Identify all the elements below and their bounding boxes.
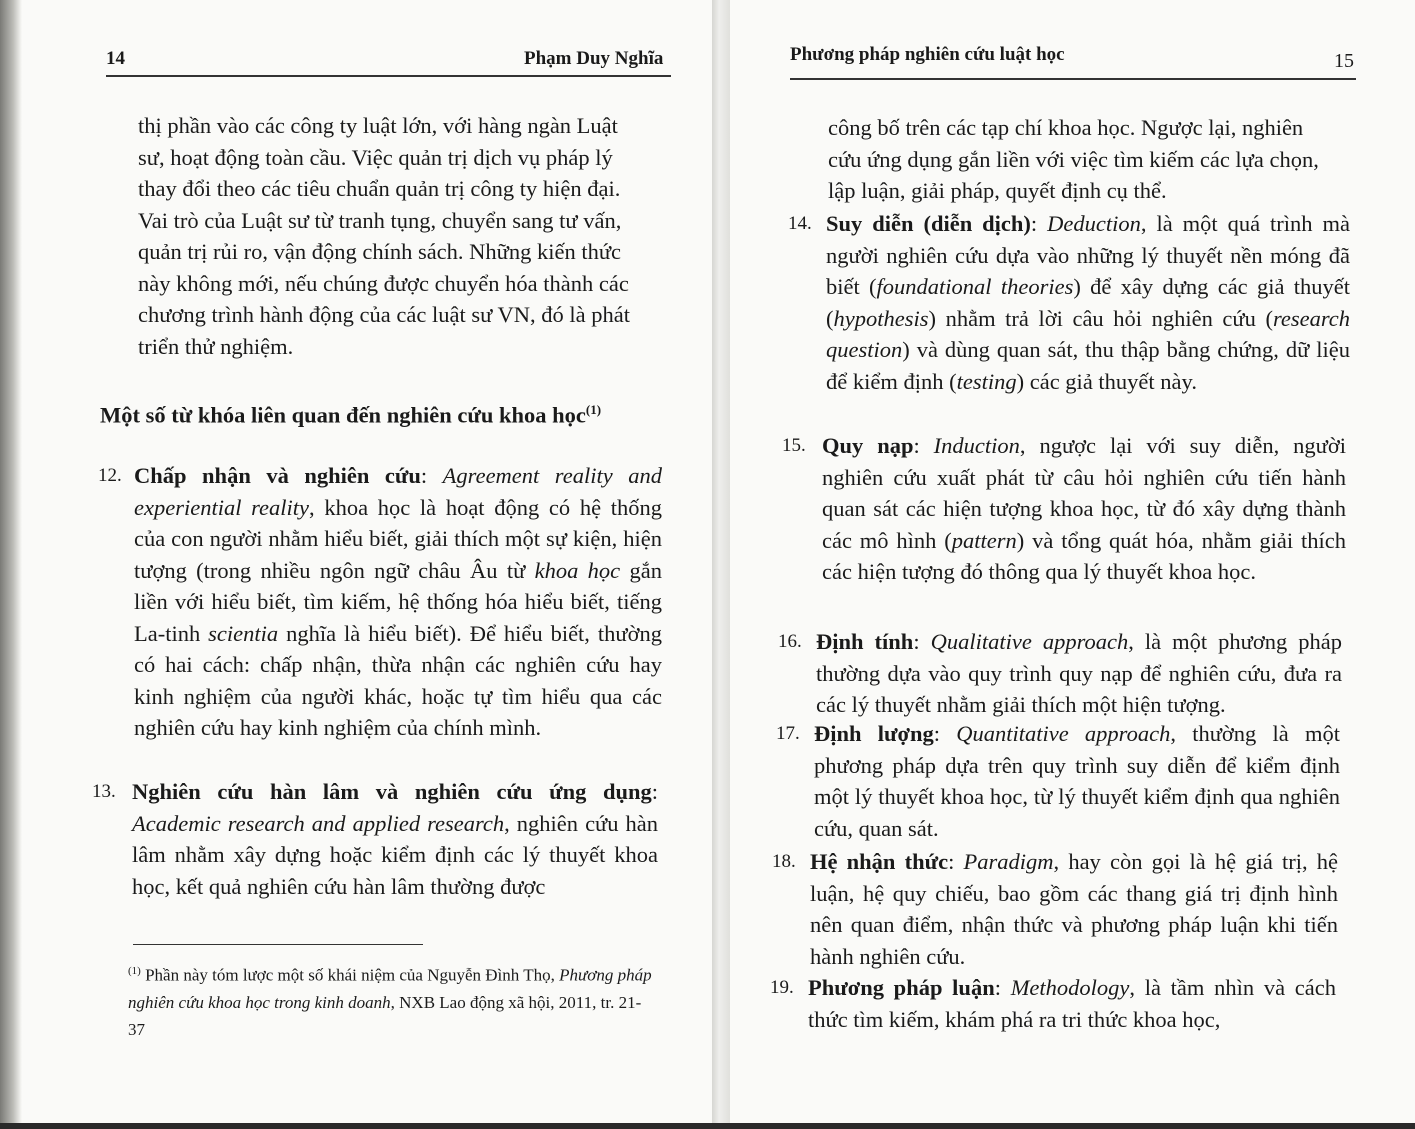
item-body: , hay còn gọi là hệ giá trị, hệ luận, hệ quy chiếu, bao gồm các thang giá trị định hình nên quan điểm, nhận thức và phương pháp luận khi tiến hành nghiên cứu.	[810, 849, 1338, 969]
item-number: 12.	[98, 465, 122, 486]
item-english: Agreement reality and experiential reality	[134, 463, 662, 520]
item-italic: foundational theories	[876, 274, 1074, 299]
text-line: cứu ứng dụng gắn liền với việc tìm kiếm các lựa chọn,	[828, 146, 1319, 172]
glossary-item-14	[788, 208, 1350, 397]
item-number: 13.	[92, 781, 116, 802]
item-italic: research question	[826, 305, 1350, 362]
glossary-item-15	[782, 430, 1347, 588]
item-body: , nghiên cứu hàn lâm nhằm xây dựng hoặc kiểm định các lý thuyết khoa học, kết quả nghiên cứu hàn lâm thường được	[132, 810, 659, 899]
item-term: Quy nạp	[822, 433, 914, 458]
item-term: Hệ nhận thức	[810, 849, 949, 874]
book-gutter	[712, 0, 730, 1129]
scan-bottom-edge	[0, 1123, 1415, 1129]
item-body: , thường là một phương pháp dựa trên quy trình suy diễn để kiểm định một lý thuyết khoa học, từ lý thuyết kiểm định qua nghiên cứu, quan sát.	[814, 721, 1340, 841]
text-line: lập luận, giải pháp, quyết định cụ thể.	[828, 178, 1167, 203]
item-body: gắn liền với hiểu biết, tìm kiếm, hệ thống hóa hiểu biết, tiếng La-tinh	[134, 557, 662, 646]
glossary-item-16	[778, 626, 1342, 721]
intro-paragraph-right	[828, 112, 1356, 207]
footnote-ref: (1)	[585, 402, 602, 417]
text-line: thay đổi theo các tiêu chuẩn quản trị công ty hiện đại.	[138, 176, 621, 201]
term-separator: :	[994, 975, 1011, 1000]
item-english: Quantitative approach	[956, 721, 1171, 746]
text-line: chương trình hành động của các luật sư VN, đó là phát	[138, 302, 631, 327]
footnote-title: Phương pháp nghiên cứu khoa học trong kinh doanh	[128, 965, 652, 1012]
text-line: công bố trên các tạp chí khoa học. Ngược lại, nghiên	[828, 115, 1304, 140]
item-italic: scientia	[208, 620, 279, 646]
page-number-left: 14	[106, 48, 125, 69]
item-english: Methodology	[1010, 975, 1130, 1000]
item-body: ) nhằm trả lời câu hỏi nghiên cứu (	[928, 305, 1273, 331]
term-separator: :	[933, 721, 957, 746]
text-line: triển thử nghiệm.	[138, 333, 294, 359]
item-english: Paradigm	[963, 849, 1054, 874]
item-term: Suy diễn (diễn dịch)	[826, 211, 1031, 236]
item-italic: khoa học	[534, 557, 621, 583]
term-separator: :	[913, 433, 934, 458]
item-term: Chấp nhận và nghiên cứu	[134, 463, 421, 488]
item-number: 14.	[788, 213, 812, 234]
item-term: Nghiên cứu hàn lâm và nghiên cứu ứng dụng	[132, 779, 652, 804]
text-line: Vai trò của Luật sư từ tranh tụng, chuyển sang tư vấn,	[138, 207, 622, 233]
binding-edge	[0, 0, 22, 1129]
item-body: ) và dùng quan sát, thu thập bằng chứng, dữ liệu để kiểm định (	[826, 337, 1350, 394]
item-term: Định tính	[816, 629, 914, 654]
item-number: 15.	[782, 435, 806, 456]
section-heading	[100, 395, 680, 431]
item-english: Deduction	[1047, 211, 1141, 236]
item-body: , là tầm nhìn và cách thức tìm kiếm, khám phá ra tri thức khoa học,	[808, 975, 1336, 1032]
item-body: ) và tổng quát hóa, nhằm giải thích các hiện tượng đó thông qua lý thuyết khoa học.	[822, 527, 1347, 584]
term-separator: :	[913, 629, 931, 654]
right-page	[730, 0, 1415, 1129]
item-number: 18.	[772, 851, 796, 872]
term-separator: :	[948, 849, 964, 874]
item-body: , ngược lại với suy diễn, người nghiên cứu xuất phát từ câu hỏi nghiên cứu tiến hành quan sát các hiện tượng khoa học, từ đó xây dựng thành các mô hình (	[822, 433, 1346, 553]
text-line: sư, hoạt động toàn cầu. Việc quản trị dịch vụ pháp lý	[138, 144, 613, 170]
item-number: 19.	[770, 977, 794, 998]
item-italic: testing	[956, 368, 1017, 394]
term-separator: :	[651, 779, 658, 804]
item-number: 17.	[776, 723, 800, 744]
header-rule-left	[106, 75, 671, 77]
item-english: Qualitative approach	[930, 629, 1129, 654]
glossary-item-19	[770, 972, 1336, 1035]
running-header-left: Phạm Duy Nghĩa	[524, 48, 664, 69]
glossary-item-18	[772, 846, 1338, 972]
page-number-right: 15	[1334, 50, 1354, 72]
intro-paragraph-left	[138, 110, 668, 362]
header-rule-right	[790, 78, 1356, 80]
section-heading-text: Một số từ khóa liên quan đến nghiên cứu khoa học	[100, 402, 586, 428]
text-line: này không mới, nếu chúng được chuyển hóa thành các	[138, 270, 629, 296]
term-separator: :	[1030, 211, 1048, 236]
text-line: thị phần vào các công ty luật lớn, với hàng ngàn Luật	[138, 113, 618, 138]
glossary-item-17	[776, 718, 1340, 844]
text-line: quản trị rủi ro, vận động chính sách. Những kiến thức	[138, 239, 622, 264]
item-english: Academic research and applied research	[132, 810, 505, 836]
item-body: , là một quá trình mà người nghiên cứu dựa vào những lý thuyết nền móng đã biết (	[826, 211, 1350, 299]
term-separator: :	[420, 463, 443, 488]
footnote-text: , NXB Lao động xã hội, 2011, tr. 21-37	[128, 992, 642, 1039]
item-english: Induction	[933, 433, 1020, 458]
running-header-right: Phương pháp nghiên cứu luật học	[790, 44, 1065, 65]
item-body: , khoa học là hoạt động có hệ thống của con người nhằm hiểu biết, giải thích một sự kiện, hiện tượng (trong nhiều ngôn ngữ châu Âu từ	[134, 494, 662, 583]
item-term: Định lượng	[814, 721, 934, 746]
item-body: ) các giả thuyết này.	[1016, 368, 1197, 394]
footnote-marker: (1)	[128, 965, 141, 977]
footnote-rule	[133, 944, 423, 945]
glossary-item-13	[92, 776, 659, 902]
item-number: 16.	[778, 631, 802, 652]
item-body: nghĩa là hiểu biết). Để hiểu biết, thường có hai cách: chấp nhận, thừa nhận các nghiên cứu hay kinh nghiệm của người khác, hoặc tự tìm hiểu qua các nghiên cứu hay kinh nghiệm của chính mình.	[134, 620, 662, 740]
item-term: Phương pháp luận	[808, 975, 995, 1000]
glossary-item-12	[98, 460, 662, 744]
item-italic: hypothesis	[833, 305, 929, 331]
footnote	[128, 958, 658, 1043]
footnote-text: Phần này tóm lược một số khái niệm của Nguyễn Đình Thọ,	[140, 965, 560, 985]
item-body: ) để xây dựng các giả thuyết (	[826, 274, 1350, 331]
item-italic: pattern	[951, 527, 1017, 553]
item-body: , là một phương pháp thường dựa vào quy trình quy nạp để nghiên cứu, đưa ra các lý thuyết nhằm giải thích một hiện tượng.	[816, 629, 1342, 717]
